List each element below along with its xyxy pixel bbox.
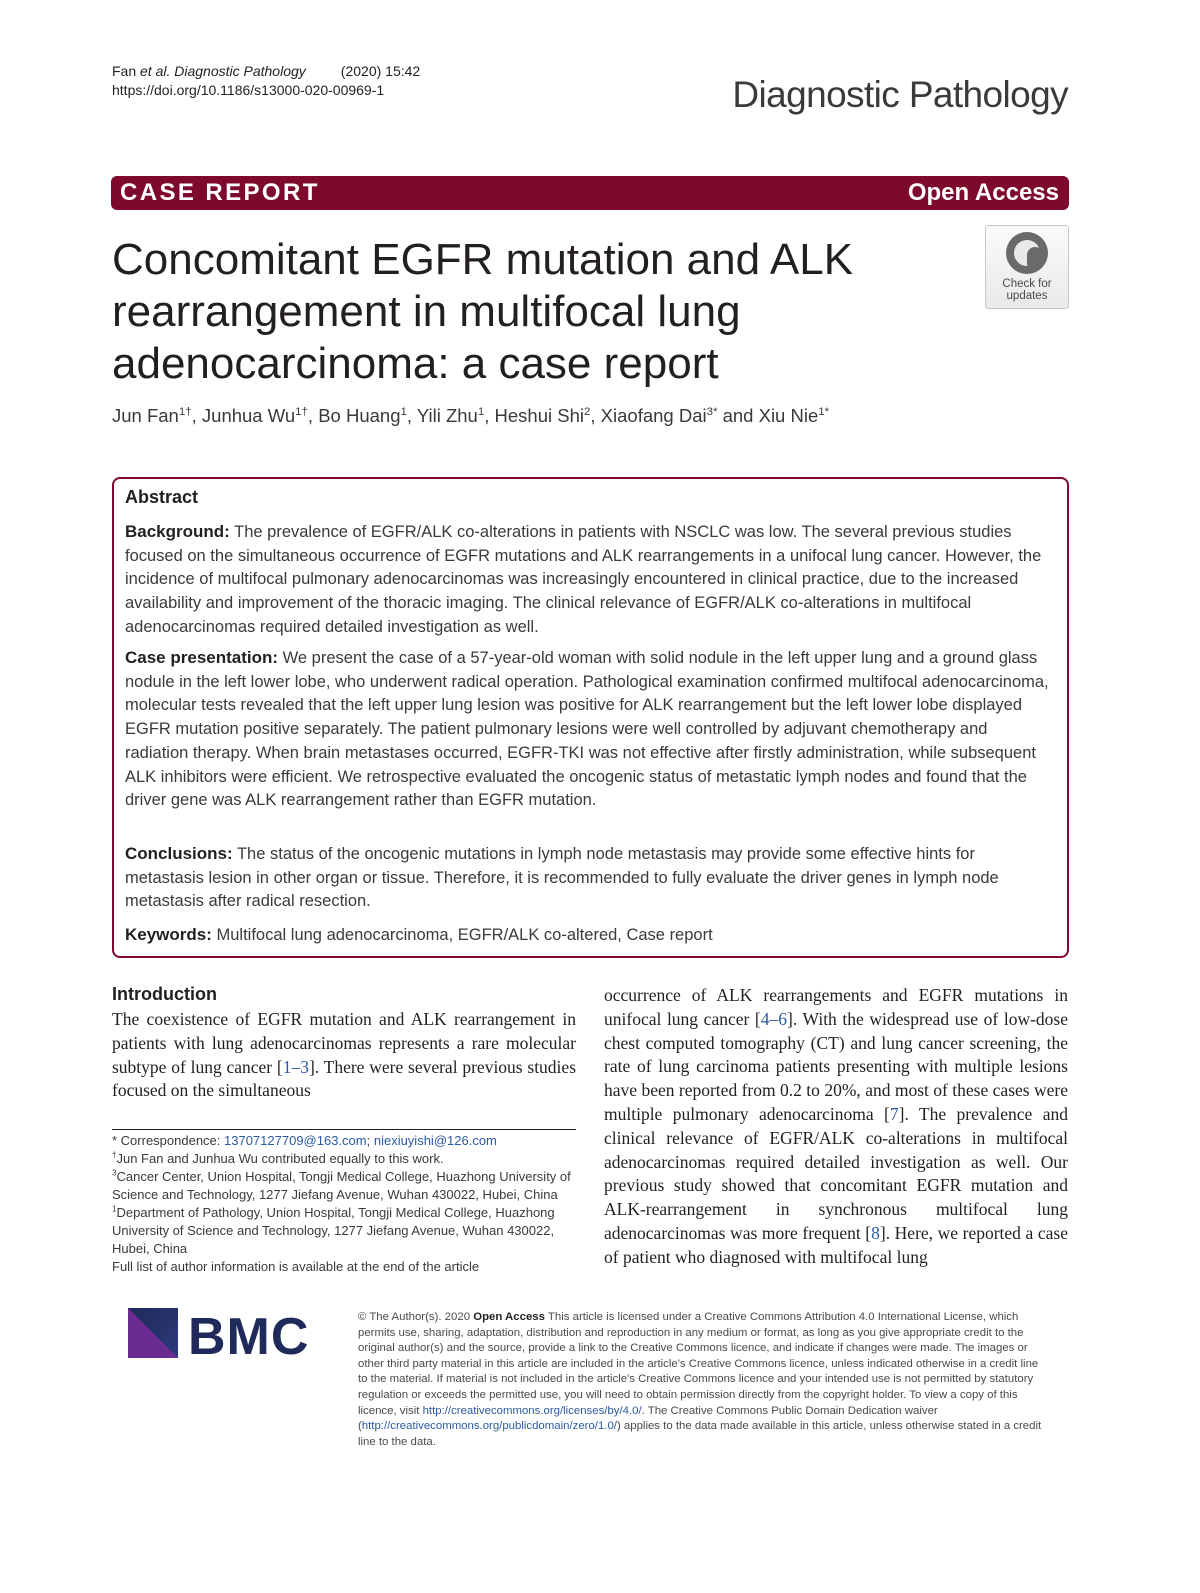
article-title	[112, 234, 932, 390]
author-affiliation: 3*	[706, 405, 718, 418]
correspondence-note	[112, 1132, 582, 1150]
introduction-column-left	[112, 1008, 576, 1103]
footnote-marker: †	[112, 1150, 117, 1160]
check-updates-line1: Check for	[1002, 278, 1052, 290]
title-line: Concomitant EGFR mutation and ALK	[112, 235, 854, 284]
abstract-case-presentation	[125, 646, 1055, 813]
footnote-text: Cancer Center, Union Hospital, Tongji Medical College, Huazhong University of Science and Technology, 1277 Jiefang Avenue, Wuhan 430022, Hubei, China	[112, 1169, 571, 1202]
check-updates-line2: updates	[1006, 290, 1048, 302]
bmc-text: BMC	[188, 1308, 310, 1362]
correspondence-label: * Correspondence:	[112, 1133, 225, 1148]
license-body: ) applies to the data made available in this article, unless otherwise stated in a credit line to the data.	[358, 1420, 1042, 1448]
license-link[interactable]: http://creativecommons.org/licenses/by/4.0/	[422, 1404, 642, 1417]
introduction-heading: Introduction	[112, 984, 217, 1004]
copyright: © The Author(s). 2020	[358, 1311, 474, 1323]
author-separator: ,	[307, 405, 319, 426]
citation-journal: et al. Diagnostic Pathology	[140, 63, 306, 79]
open-access-label: Open Access	[907, 179, 1059, 206]
author-affiliation: 1†	[178, 405, 192, 418]
intro-text: ]. With the widespread use of low-dose chest computed tomography (CT) and lung cancer screening, the rate of lung carcinoma patients presenting with multiple lesions have been reported from 0.2 to 20%, and most of these cases were multiple pulmonary adenocarcinoma [	[604, 1008, 1068, 1124]
reference-link[interactable]: 7	[889, 1103, 899, 1124]
conclusions-text: The status of the oncogenic mutations in lymph node metastasis may provide some effective hints for metastasis lesion in other organ or tissue. Therefore, it is recommended to fully evaluate the driver genes in lymph node metastasis after radical resection.	[125, 845, 999, 911]
author-list	[112, 405, 829, 427]
check-for-updates-badge[interactable]	[985, 225, 1069, 309]
check-updates-icon	[1006, 232, 1048, 274]
author-name: Junhua Wu	[201, 405, 296, 426]
keywords-label: Keywords:	[125, 925, 212, 944]
abstract-conclusions	[125, 842, 1055, 914]
email-separator: ;	[366, 1133, 374, 1148]
footnote-divider	[112, 1129, 576, 1130]
affiliation-note	[112, 1168, 582, 1204]
citation-header	[112, 62, 420, 100]
open-access-bold: Open Access	[473, 1311, 545, 1323]
author-affiliation: 1*	[818, 405, 830, 418]
background-label: Background:	[125, 522, 230, 541]
doi-link[interactable]: https://doi.org/10.1186/s13000-020-00969-1	[112, 82, 385, 98]
bmc-logo	[128, 1306, 333, 1362]
full-list-note: Full list of author information is available at the end of the article	[112, 1259, 480, 1274]
author-separator: and	[717, 405, 759, 426]
article-type-label: CASE REPORT	[120, 179, 320, 206]
author-affiliation: 1†	[295, 405, 308, 418]
author-separator: ,	[484, 405, 495, 426]
intro-text: occurrence of ALK rearrangements and EGFR mutations in unifocal lung cancer [	[604, 985, 1068, 1029]
license-text	[358, 1310, 1048, 1450]
author-affiliation: 1	[400, 405, 407, 418]
title-line: rearrangement in multifocal lung	[112, 287, 741, 336]
author-name: Xiaofang Dai	[600, 405, 707, 426]
author-affiliation: 1	[477, 405, 485, 418]
abstract-keywords	[125, 923, 1055, 948]
abstract-heading: Abstract	[125, 487, 199, 507]
footnote-marker: 1	[112, 1204, 117, 1214]
journal-name: Diagnostic Pathology	[732, 74, 1068, 115]
case-label: Case presentation:	[125, 648, 279, 667]
reference-link[interactable]: 4–6	[760, 1008, 788, 1029]
email-link[interactable]: 13707127709@163.com	[224, 1133, 367, 1148]
reference-link[interactable]: 1–3	[282, 1056, 309, 1077]
license-body: . The Creative Commons Public Domain Dedication waiver (	[358, 1404, 938, 1433]
author-name: Jun Fan	[112, 405, 179, 426]
intro-text: The coexistence of EGFR mutation and ALK rearrangement in patients with lung adenocarcinomas represents a rare molecular subtype of lung cancer [	[112, 1009, 576, 1077]
citation-author: Fan	[112, 63, 137, 79]
author-separator: ,	[406, 405, 417, 426]
equal-contribution-note	[112, 1150, 582, 1168]
intro-text: ]. The prevalence and clinical relevance of EGFR/ALK co-alterations in multifocal adenocarcinomas required detailed investigation as well. Our previous study showed that concomitant EGFR mutation and ALK-rearrangement in synchronous multifocal lung adenocarcinomas was more frequent [	[604, 1103, 1068, 1243]
footnotes	[112, 1132, 582, 1276]
license-body: This article is licensed under a Creative Commons Attribution 4.0 International License, which permits use, sharing, adaptation, distribution and reproduction in any medium or format, as long as you give appropriate credit to the original author(s) and the source, provide a link to the Creative Commons licence, and indicate if changes were made. The images or other third party material in this article are included in the article's Creative Commons licence, unless indicated otherwise in a credit line to the material. If material is not included in the article's Creative Commons licence and your intended use is not permitted by statutory regulation or exceeds the permitted use, you will need to obtain permission directly from the copyright holder. To view a copy of this licence, visit	[358, 1311, 1039, 1417]
email-link[interactable]: niexiuyishi@126.com	[373, 1133, 497, 1148]
case-text: We present the case of a 57-year-old woman with solid nodule in the left upper lung and a ground glass nodule in the left lower lobe, who underwent radical operation. Pathological examination confirmed multifocal adenocarcinoma, molecular tests revealed that the left upper lung lesion was positive for ALK rearrangement but the left lower lobe displayed EGFR mutation positive separately. The patient pulmonary lesions were well controlled by adjuvant chemotherapy and radiation therapy. When brain metastases occurred, EGFR-TKI was not effective after firstly administration, while subsequent ALK inhibitors were efficient. We retrospective evaluated the oncogenic status of metastatic lymph nodes and found that the driver gene was ALK rearrangement rather than EGFR mutation.	[125, 649, 1049, 810]
intro-text: ]. Here, we reported a case of patient who diagnosed with multifocal lung	[604, 1222, 1068, 1267]
background-text: The prevalence of EGFR/ALK co-alterations in patients with NSCLC was low. The several previous studies focused on the simultaneous occurrence of EGFR mutations and ALK rearrangements in a unifocal lung cancer. However, the incidence of multifocal pulmonary adenocarcinomas was increasingly encountered in clinical practice, due to the increased availability and improvement of the thoracic imaging. The clinical relevance of EGFR/ALK co-alterations in multifocal adenocarcinomas required detailed investigation as well.	[125, 523, 1042, 636]
keywords-text: Multifocal lung adenocarcinoma, EGFR/ALK co-altered, Case report	[216, 926, 713, 944]
abstract-background	[125, 520, 1055, 640]
reference-link[interactable]: 8	[871, 1222, 880, 1243]
citation-year: (2020) 15:42	[340, 63, 421, 79]
author-affiliation: 2	[584, 405, 591, 418]
footnote-text: Jun Fan and Junhua Wu contributed equally to this work.	[116, 1151, 444, 1166]
article-type-banner	[111, 176, 1069, 210]
author-name: Heshui Shi	[494, 405, 584, 426]
author-separator: ,	[191, 405, 202, 426]
footnote-text: Department of Pathology, Union Hospital, Tongji Medical College, Huazhong University of Science and Technology, 1277 Jiefang Avenue, Wuhan 430022, Hubei, China	[112, 1205, 555, 1256]
introduction-column-right	[604, 984, 1068, 1270]
author-name: Xiu Nie	[758, 405, 819, 426]
author-name: Yili Zhu	[416, 405, 478, 426]
author-separator: ,	[590, 405, 601, 426]
intro-text: ]. There were several previous studies focused on the simultaneous	[112, 1056, 577, 1101]
affiliation-note	[112, 1204, 582, 1258]
footnote-marker: 3	[112, 1168, 117, 1178]
title-line: adenocarcinoma: a case report	[112, 339, 719, 388]
author-name: Bo Huang	[318, 405, 401, 426]
public-domain-link[interactable]: http://creativecommons.org/publicdomain/zero/1.0/	[361, 1420, 617, 1433]
conclusions-label: Conclusions:	[125, 844, 233, 863]
